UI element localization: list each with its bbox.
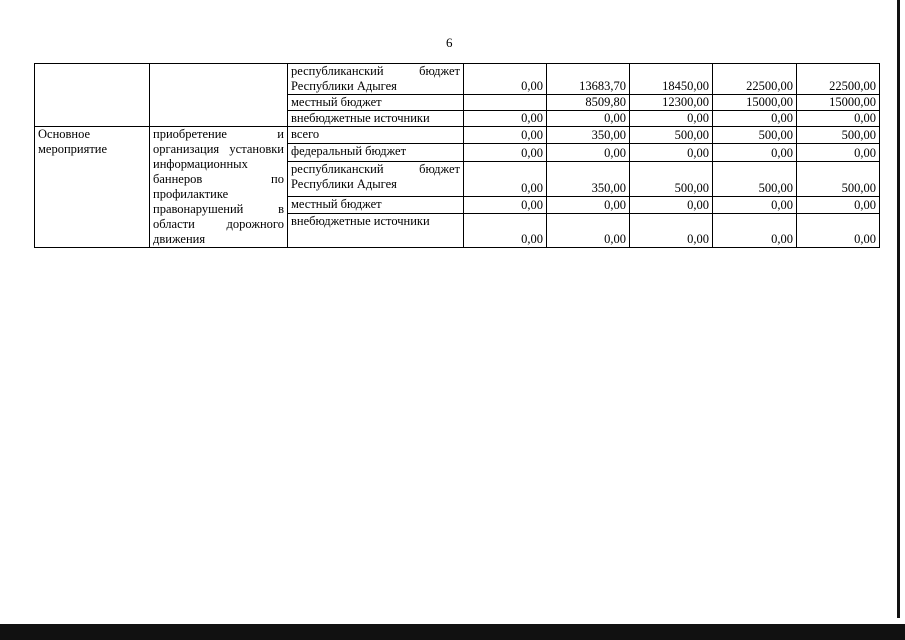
value-cell: 0,00 (630, 144, 713, 161)
scan-edge-bottom (0, 624, 905, 640)
value-cell: 0,00 (630, 214, 713, 248)
value-cell: 13683,70 (547, 64, 630, 95)
value-cell: 0,00 (464, 111, 547, 127)
activity-description-cell: приобретение и организация установки информационных баннеров по профилактике правонарушений в области дорожного движения (150, 127, 288, 248)
value-cell: 22500,00 (713, 64, 797, 95)
funding-source-cell: внебюджетные источники (288, 214, 464, 248)
value-cell: 350,00 (547, 161, 630, 196)
value-cell: 0,00 (547, 144, 630, 161)
value-cell: 0,00 (464, 161, 547, 196)
value-cell: 0,00 (713, 196, 797, 213)
value-cell (464, 95, 547, 111)
funding-source-cell: республиканский бюджет Республики Адыгея (288, 161, 464, 196)
value-cell: 0,00 (797, 196, 880, 213)
value-cell: 0,00 (630, 111, 713, 127)
value-cell: 8509,80 (547, 95, 630, 111)
value-cell: 0,00 (630, 196, 713, 213)
page-number: 6 (446, 35, 453, 50)
budget-table (34, 63, 880, 248)
value-cell: 0,00 (464, 196, 547, 213)
value-cell: 0,00 (713, 214, 797, 248)
value-cell: 500,00 (797, 161, 880, 196)
funding-source-cell: местный бюджет (288, 196, 464, 213)
value-cell: 500,00 (630, 127, 713, 144)
funding-source-cell: федеральный бюджет (288, 144, 464, 161)
funding-source-cell: республиканский бюджет Республики Адыгея (288, 64, 464, 95)
value-cell: 500,00 (713, 127, 797, 144)
value-cell: 0,00 (713, 144, 797, 161)
value-cell: 500,00 (630, 161, 713, 196)
value-cell: 0,00 (464, 144, 547, 161)
value-cell: 0,00 (464, 127, 547, 144)
value-cell: 0,00 (464, 214, 547, 248)
activity-cell-empty (35, 64, 150, 127)
value-cell: 0,00 (797, 214, 880, 248)
scan-edge-right (897, 0, 900, 618)
value-cell: 0,00 (464, 64, 547, 95)
value-cell: 0,00 (797, 144, 880, 161)
value-cell: 0,00 (547, 214, 630, 248)
description-cell-empty (150, 64, 288, 127)
funding-source-cell: внебюджетные источники (288, 111, 464, 127)
table-row (35, 127, 880, 144)
value-cell: 500,00 (797, 127, 880, 144)
funding-source-cell: всего (288, 127, 464, 144)
activity-type-cell: Основное мероприятие (35, 127, 150, 248)
value-cell: 500,00 (713, 161, 797, 196)
value-cell: 0,00 (547, 196, 630, 213)
value-cell: 350,00 (547, 127, 630, 144)
funding-source-cell: местный бюджет (288, 95, 464, 111)
value-cell: 22500,00 (797, 64, 880, 95)
value-cell: 15000,00 (713, 95, 797, 111)
value-cell: 12300,00 (630, 95, 713, 111)
value-cell: 15000,00 (797, 95, 880, 111)
value-cell: 0,00 (713, 111, 797, 127)
value-cell: 18450,00 (630, 64, 713, 95)
value-cell: 0,00 (797, 111, 880, 127)
table-row (35, 64, 880, 95)
value-cell: 0,00 (547, 111, 630, 127)
